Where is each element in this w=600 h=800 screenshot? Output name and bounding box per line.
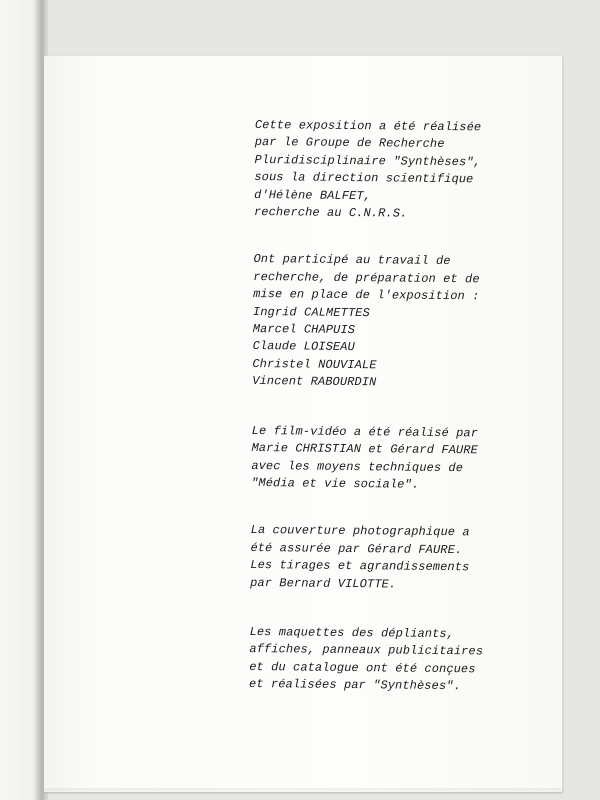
- text-line: Pluridisciplinaire "Synthèses",: [254, 152, 481, 170]
- text-line: sous la direction scientifique: [254, 170, 474, 187]
- text-line: Marie CHRISTIAN et Gérard FAURE: [251, 441, 478, 458]
- credits-paragraph-exhibition: [254, 117, 555, 225]
- credits-paragraph-video: [251, 423, 552, 496]
- credits-text: [249, 117, 555, 697]
- text-line: d'Hélène BALFET,: [254, 187, 372, 203]
- text-line: Ont participé au travail de: [253, 252, 451, 269]
- text-line: "Média et vie sociale".: [251, 475, 420, 492]
- text-line: mise en place de l'exposition :: [253, 287, 480, 304]
- participant-name: Vincent RABOURDIN: [252, 374, 377, 390]
- page-bottom-shadow: [44, 788, 562, 794]
- credits-paragraph-photography: [250, 522, 551, 595]
- text-line: et du catalogue ont été conçues: [249, 659, 476, 677]
- text-line: Le film-vidéo a été réalisé par: [251, 423, 479, 441]
- text-line: recherche, de préparation et de: [253, 269, 480, 287]
- text-line: affiches, panneaux publicitaires: [249, 642, 484, 659]
- participant-name: Marcel CHAPUIS: [252, 322, 356, 338]
- participant-name: Ingrid CALMETTES: [252, 304, 370, 320]
- credits-paragraph-design: [249, 624, 550, 697]
- text-line: Les tirages et agrandissements: [250, 558, 470, 575]
- participant-name: Claude LOISEAU: [252, 339, 355, 355]
- text-line: et réalisées par "Synthèses".: [248, 677, 461, 694]
- text-line: avec les moyens techniques de: [251, 458, 464, 475]
- text-line: La couverture photographique a: [250, 523, 470, 540]
- text-line: Cette exposition a été réalisée: [254, 117, 482, 135]
- page-right-edge: [562, 58, 565, 790]
- text-line: recherche au C.N.R.S.: [253, 205, 408, 221]
- text-line: par le Groupe de Recherche: [254, 135, 445, 152]
- participant-name: Christel NOUVIALE: [252, 356, 377, 373]
- text-line: Les maquettes des dépliants,: [249, 624, 455, 642]
- text-line: par Bernard VILOTTE.: [250, 575, 397, 592]
- text-line: été assurée par Gérard FAURE.: [250, 540, 463, 557]
- credits-paragraph-participants: [252, 251, 553, 393]
